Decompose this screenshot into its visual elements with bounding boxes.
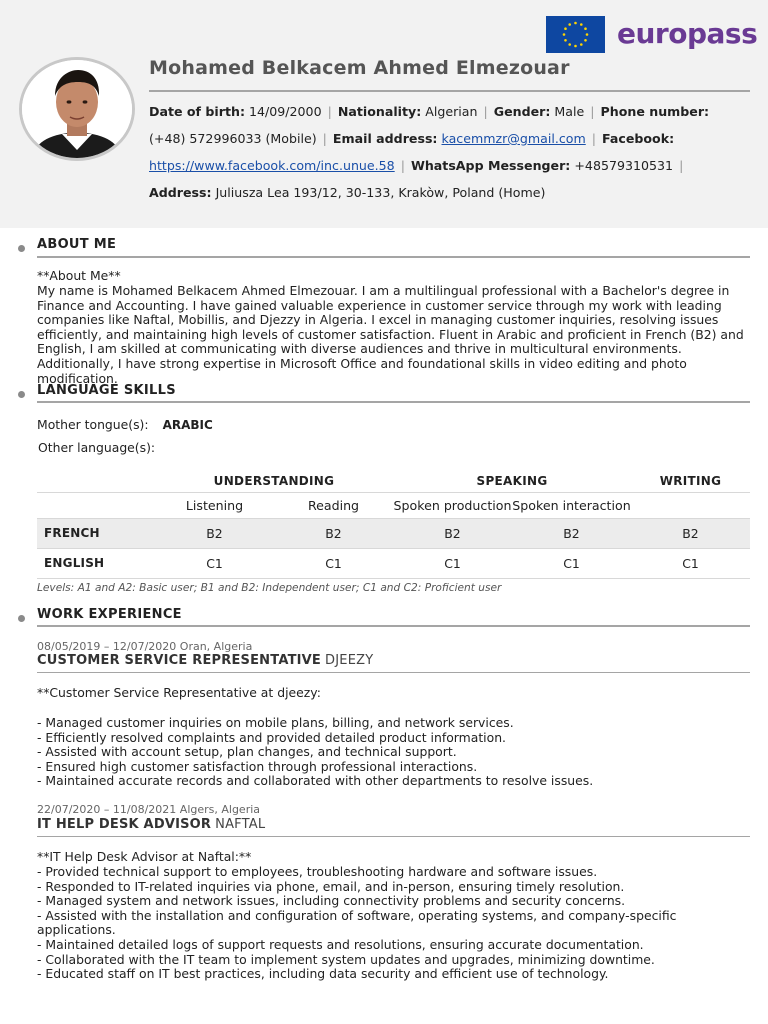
job-divider xyxy=(37,672,750,673)
facebook-label: Facebook: xyxy=(602,131,675,146)
language-section-title: LANGUAGE SKILLS xyxy=(37,383,176,398)
job-company: DJEEZY xyxy=(325,653,374,668)
candidate-name: Mohamed Belkacem Ahmed Elmezouar xyxy=(149,57,570,79)
email-label: Email address: xyxy=(332,131,438,146)
address-value: Juliusza Lea 193/12, 30-133, Krakòw, Poland (Home) xyxy=(215,185,546,200)
job-intro: **IT Help Desk Advisor at Naftal:** xyxy=(37,849,252,864)
language-table-subheader xyxy=(37,492,750,518)
section-bullet-icon xyxy=(18,245,25,252)
personal-line-4 xyxy=(149,184,545,202)
personal-line-1 xyxy=(149,103,709,121)
email-link[interactable]: kacemmzr@gmail.com xyxy=(441,131,586,146)
whatsapp-label: WhatsApp Messenger: xyxy=(410,158,571,173)
about-heading: **About Me** xyxy=(37,268,121,283)
job-company: NAFTAL xyxy=(215,817,266,832)
list-item: - Provided technical support to employees, troubleshooting hardware and software issues. xyxy=(37,864,598,879)
job-dates: 22/07/2020 – 11/08/2021 Algers, Algeria xyxy=(37,803,261,816)
nationality-label: Nationality: xyxy=(337,104,422,119)
writing-level: C1 xyxy=(631,548,750,578)
reading-level: C1 xyxy=(274,548,393,578)
job-intro: **Customer Service Representative at djeezy: xyxy=(37,685,321,700)
job-title xyxy=(37,817,265,832)
mother-tongue-value: ARABIC xyxy=(162,418,213,432)
language-table xyxy=(37,470,750,579)
dob-value: 14/09/2000 xyxy=(249,104,322,119)
profile-photo xyxy=(19,57,135,161)
spoken-interaction-level: C1 xyxy=(512,548,631,578)
language-divider xyxy=(37,401,750,403)
section-bullet-icon xyxy=(18,391,25,398)
spoken-production-header: Spoken production xyxy=(393,492,512,518)
understanding-header: UNDERSTANDING xyxy=(213,473,335,488)
europass-logo: europass xyxy=(617,17,758,50)
list-item: - Maintained accurate records and collaborated with other departments to resolve issues. xyxy=(37,773,594,789)
separator: | xyxy=(327,104,332,119)
writing-level: B2 xyxy=(631,518,750,548)
work-section-title: WORK EXPERIENCE xyxy=(37,607,182,622)
job-role: IT HELP DESK ADVISOR xyxy=(37,817,212,832)
list-item: - Managed system and network issues, including connectivity problems and security concerns. xyxy=(37,893,626,909)
spoken-production-level: C1 xyxy=(393,548,512,578)
job-title xyxy=(37,653,373,668)
levels-note: Levels: A1 and A2: Basic user; B1 and B2: Independent user; C1 and C2: Proficient user xyxy=(37,582,502,594)
about-text: My name is Mohamed Belkacem Ahmed Elmezouar. I am a multilingual professional with a Bachelor's degree in Finance and Accounting. I have gained valuable experience in customer service through my work with leading companies like Naftal, Mobillis, and Djezzy in Algeria. I excel in managing customer inquiries, resolving issues efficiently, and maintaining high levels of customer satisfaction. Fluent in Arabic and proficient in French (B2) and English, I am skilled at communicating with diverse audiences and thrive in multicultural environments. Additionally, I have strong expertise in Microsoft Office and foundational skills in video editing and photo modification. xyxy=(37,283,744,386)
list-item: - Educated staff on IT best practices, including data security and efficient use of technology. xyxy=(37,966,609,982)
list-item: - Responded to IT-related inquiries via phone, email, and in-person, ensuring timely resolution. xyxy=(37,878,625,894)
mother-tongue-line xyxy=(37,417,213,432)
gender-label: Gender: xyxy=(493,104,551,119)
nationality-value: Algerian xyxy=(425,104,478,119)
spoken-interaction-level: B2 xyxy=(512,518,631,548)
listening-header: Listening xyxy=(155,492,274,518)
whatsapp-value: +48579310531 xyxy=(574,158,674,173)
writing-header: WRITING xyxy=(659,473,722,488)
list-item: - Maintained detailed logs of support requests and resolutions, ensuring accurate documentation. xyxy=(37,936,644,952)
listening-level: B2 xyxy=(155,518,274,548)
reading-header: Reading xyxy=(274,492,393,518)
language-table-group-header xyxy=(37,470,750,492)
personal-line-3 xyxy=(149,157,689,175)
list-item: - Assisted with the installation and configuration of software, operating systems, and company-specific applications. xyxy=(37,907,677,938)
separator: | xyxy=(400,158,405,173)
table-row xyxy=(37,548,750,578)
list-item: - Efficiently resolved complaints and provided detailed product information. xyxy=(37,729,506,745)
dob-label: Date of birth: xyxy=(149,104,245,119)
personal-line-2 xyxy=(149,130,674,148)
phone-value: (+48) 572996033 (Mobile) xyxy=(149,131,317,146)
reading-level: B2 xyxy=(274,518,393,548)
spoken-production-level: B2 xyxy=(393,518,512,548)
list-item: - Collaborated with the IT team to implement system updates and upgrades, minimizing downtime. xyxy=(37,951,655,967)
phone-label: Phone number: xyxy=(600,104,710,119)
facebook-link[interactable]: https://www.facebook.com/inc.unue.58 xyxy=(149,158,395,173)
separator: | xyxy=(679,158,684,173)
cv-header xyxy=(0,0,768,228)
name-divider xyxy=(149,90,750,92)
gender-value: Male xyxy=(554,104,585,119)
address-label: Address: xyxy=(149,185,212,200)
language-name: FRENCH xyxy=(37,518,155,548)
other-languages-label: Other language(s): xyxy=(38,440,156,455)
job-dates: 08/05/2019 – 12/07/2020 Oran, Algeria xyxy=(37,640,253,653)
language-name: ENGLISH xyxy=(37,548,155,578)
job-divider xyxy=(37,836,750,837)
about-divider xyxy=(37,256,750,258)
table-row xyxy=(37,518,750,548)
separator: | xyxy=(590,104,595,119)
separator: | xyxy=(483,104,488,119)
list-item: - Assisted with account setup, plan changes, and technical support. xyxy=(37,744,457,760)
job-bullet-list xyxy=(37,716,750,789)
eu-flag-icon xyxy=(546,16,605,53)
job-role: CUSTOMER SERVICE REPRESENTATIVE xyxy=(37,653,322,668)
speaking-header: SPEAKING xyxy=(476,473,548,488)
list-item: - Ensured high customer satisfaction through professional interactions. xyxy=(37,758,478,774)
about-section-title: ABOUT ME xyxy=(37,237,117,252)
section-bullet-icon xyxy=(18,615,25,622)
separator: | xyxy=(322,131,327,146)
job-bullet-list xyxy=(37,865,750,982)
separator: | xyxy=(591,131,597,146)
mother-tongue-label: Mother tongue(s): xyxy=(37,417,149,432)
work-divider xyxy=(37,625,750,627)
spoken-interaction-header: Spoken interaction xyxy=(512,492,631,518)
list-item: - Managed customer inquiries on mobile plans, billing, and network services. xyxy=(37,715,514,730)
listening-level: C1 xyxy=(155,548,274,578)
